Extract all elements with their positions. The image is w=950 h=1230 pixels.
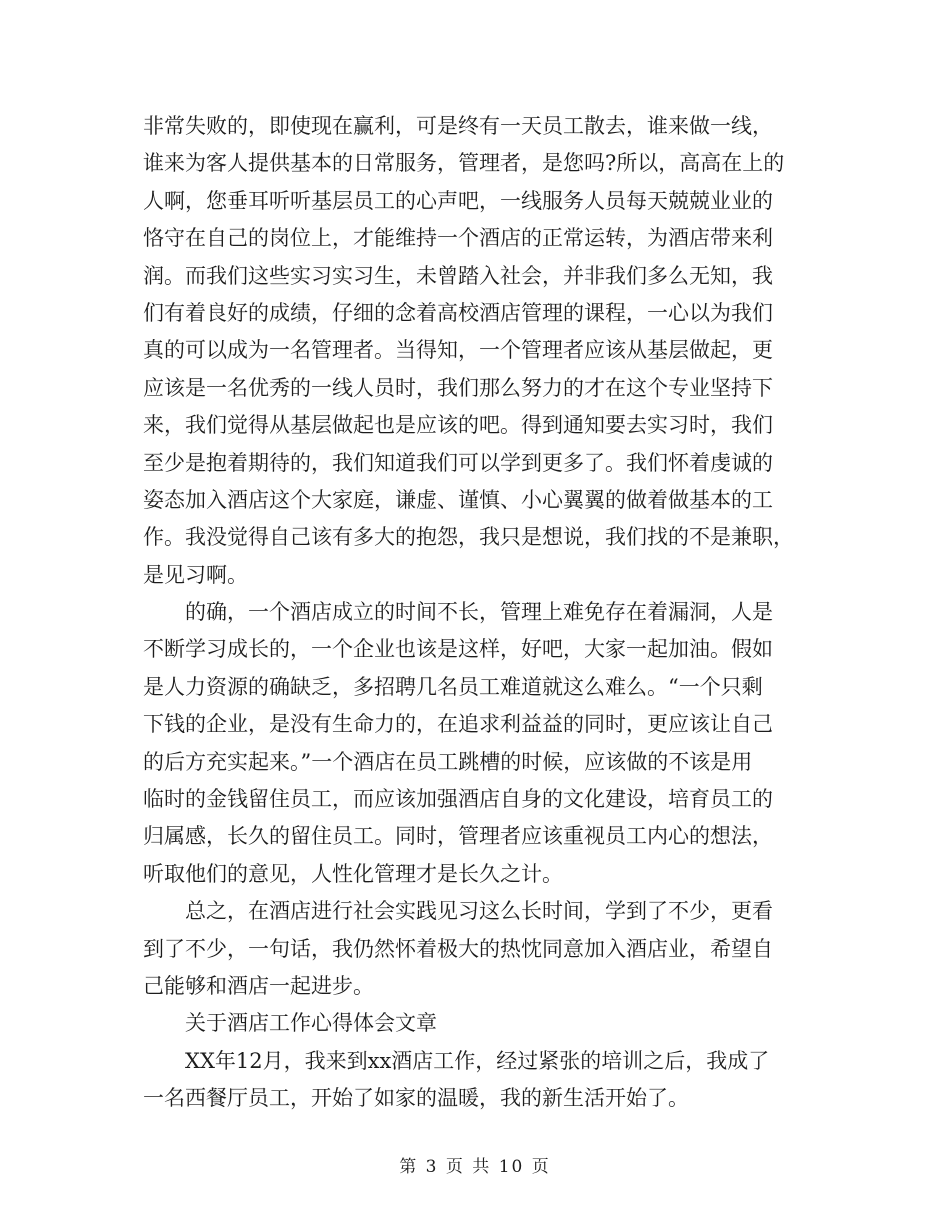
text-line: 关于酒店工作心得体会文章: [143, 1011, 437, 1036]
text-line: 润。而我们这些实习实习生，未曾踏入社会，并非我们多么无知，我: [143, 263, 773, 288]
text-line: 真的可以成为一名管理者。当得知，一个管理者应该从基层做起，更: [143, 338, 773, 363]
text-line: XX年12月，我来到xx酒店工作，经过紧张的培训之后，我成了: [143, 1048, 770, 1073]
text-line: 到了不少，一句话，我仍然怀着极大的热忱同意加入酒店业，希望自: [143, 936, 773, 961]
text-line: 听取他们的意见，人性化管理才是长久之计。: [143, 861, 563, 886]
text-line: 临时的金钱留住员工，而应该加强酒店自身的文化建设，培育员工的: [143, 787, 773, 812]
text-line: 来，我们觉得从基层做起也是应该的吧。得到通知要去实习时，我们: [143, 413, 773, 438]
document-body: [143, 108, 808, 1118]
text-line: 一名西餐厅员工，开始了如家的温暖，我的新生活开始了。: [143, 1086, 689, 1111]
text-line: 归属感，长久的留住员工。同时，管理者应该重视员工内心的想法，: [143, 824, 773, 849]
page-footer: 第 3 页 共 10 页: [399, 1157, 551, 1177]
text-line: 是人力资源的确缺乏，多招聘几名员工难道就这么难么。“一个只剩: [143, 674, 763, 699]
text-line: 作。我没觉得自己该有多大的抱怨，我只是想说，我们找的不是兼职，: [143, 525, 794, 550]
text-line: 下钱的企业，是没有生命力的，在追求利益益的同时，更应该让自己: [143, 712, 773, 737]
text-line: 己能够和酒店一起进步。: [143, 973, 374, 998]
text-line: 非常失败的，即使现在赢利，可是终有一天员工散去，谁来做一线，: [143, 114, 773, 138]
text-line: 至少是抱着期待的，我们知道我们可以学到更多了。我们怀着虔诚的: [143, 450, 773, 475]
text-line: 是见习啊。: [143, 562, 248, 587]
text-line: 的确，一个酒店成立的时间不长，管理上难免存在着漏洞，人是: [143, 600, 773, 625]
text-line: 人啊，您垂耳听听基层员工的心声吧，一线服务人员每天兢兢业业的: [143, 188, 773, 213]
text-line: 们有着良好的成绩，仔细的念着高校酒店管理的课程，一心以为我们: [143, 300, 773, 325]
text-line: 姿态加入酒店这个大家庭，谦虚、谨慎、小心翼翼的做着做基本的工: [143, 487, 773, 512]
text-line: 总之，在酒店进行社会实践见习这么长时间，学到了不少，更看: [143, 899, 773, 924]
text-line: 不断学习成长的，一个企业也该是这样，好吧，大家一起加油。假如: [143, 637, 773, 662]
text-line: 的后方充实起来。”一个酒店在员工跳槽的时候，应该做的不该是用: [143, 749, 753, 774]
text-line: 应该是一名优秀的一线人员时，我们那么努力的才在这个专业坚持下: [143, 375, 773, 400]
text-line: 谁来为客人提供基本的日常服务，管理者，是您吗?所以，高高在上的: [143, 151, 785, 176]
text-line: 恪守在自己的岗位上，才能维持一个酒店的正常运转，为酒店带来利: [143, 226, 773, 251]
